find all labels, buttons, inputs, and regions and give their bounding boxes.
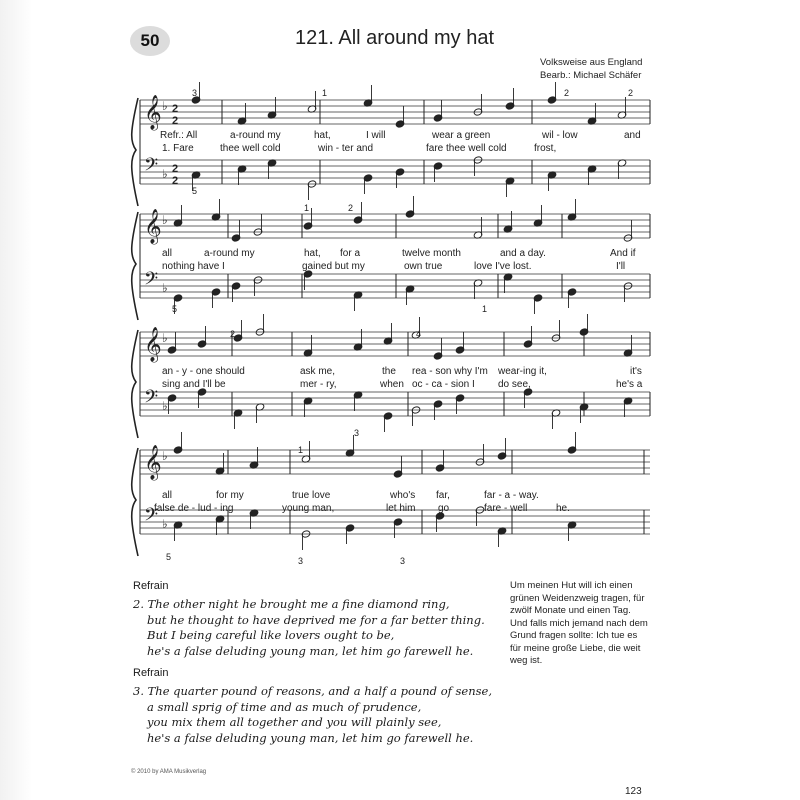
- fingering: 1: [298, 445, 304, 455]
- flat-icon: ♭: [162, 517, 168, 531]
- verses-block: [133, 576, 493, 746]
- verse-line: a small sprig of time and as much of prudence,: [147, 699, 422, 714]
- verse-line: he's a false deluding young man, let him go farewell he.: [147, 643, 474, 658]
- lyric: for my: [216, 490, 244, 501]
- lyric: young man,: [282, 503, 335, 514]
- lyric: I will: [366, 130, 386, 141]
- lyric: ask me,: [300, 366, 336, 377]
- music-system-3: [132, 324, 652, 438]
- lyric: the: [382, 366, 396, 377]
- lyric: mer - ry,: [300, 379, 337, 390]
- fingering: 2: [628, 88, 634, 98]
- time-signature: 2: [172, 163, 179, 175]
- lyric: wear-ing it,: [498, 366, 547, 377]
- brace: [132, 330, 138, 438]
- lyric: far - a - way.: [484, 490, 539, 501]
- time-signature: 2: [172, 175, 179, 187]
- page-number: 123: [625, 786, 642, 797]
- fingering: 2: [230, 329, 236, 339]
- lyric: fare - well: [484, 503, 528, 514]
- verse-line: But I being careful like lovers ought to be,: [147, 628, 395, 642]
- verse-line: he's a false deluding young man, let him go farewell he.: [147, 730, 474, 745]
- lyric: sing and I'll be: [162, 379, 226, 390]
- lyric: hat,: [314, 130, 331, 141]
- lyric: he's a: [616, 379, 643, 390]
- bass-clef-icon: 𝄢: [144, 387, 159, 412]
- brace: [132, 448, 138, 556]
- bass-clef-icon: 𝄢: [144, 505, 159, 530]
- copyright-notice: © 2010 by AMA Musikverlag: [131, 769, 207, 775]
- fingering: 3: [354, 428, 360, 438]
- lyric: love I've lost.: [474, 261, 532, 272]
- song-arranger: Bearb.: Michael Schäfer: [540, 70, 642, 81]
- lyric: let him: [386, 503, 416, 514]
- flat-icon: ♭: [162, 331, 168, 345]
- staff-notation: [132, 92, 652, 202]
- lyric: for a: [340, 248, 361, 259]
- lyric: rea - son why I'm: [412, 366, 488, 377]
- lyric: go: [438, 503, 450, 514]
- song-title: 121. All around my hat: [295, 27, 495, 49]
- fingering: 2: [564, 88, 570, 98]
- lyric: he.: [556, 503, 570, 514]
- lyric: all: [162, 248, 173, 259]
- fingering: 5: [166, 552, 172, 562]
- lyric: win - ter and: [318, 143, 374, 154]
- song-credits: [540, 56, 642, 82]
- fingering: 4: [416, 329, 422, 339]
- flat-icon: ♭: [162, 99, 168, 113]
- music-system-2: [132, 203, 652, 316]
- lyric: wear a green: [432, 130, 491, 141]
- fingering: 1: [482, 304, 488, 314]
- lyric: it's: [630, 366, 642, 377]
- lyric: true love: [292, 490, 331, 501]
- lyric: nothing have I: [162, 261, 225, 272]
- lyric: and a day.: [500, 248, 546, 259]
- lyric: hat,: [304, 248, 321, 259]
- lyric: gained but my: [302, 261, 365, 272]
- flat-icon: ♭: [162, 213, 168, 227]
- time-signature: 2: [172, 115, 179, 127]
- lyric: all: [162, 490, 173, 501]
- lyric: an - y - one should: [162, 366, 245, 377]
- german-translation: Um meinen Hut will ich einen grünen Weidenzweig tragen, für zwölf Monate und einen Tag. Und falls mich jemand nach dem Grund fragen sollte: Ich tue es für meine große Liebe, die weit weg ist.: [510, 580, 648, 666]
- treble-clef-icon: 𝄞: [144, 445, 162, 480]
- verse-line: you mix them all together and you will plainly see,: [147, 715, 442, 729]
- flat-icon: ♭: [162, 399, 168, 413]
- lyric: 1. Fare: [162, 143, 194, 154]
- lyric: a-round my: [204, 248, 255, 259]
- lyric: wil - low: [542, 130, 578, 141]
- lyric: false de - lud - ing: [154, 503, 234, 514]
- lyric: twelve month: [402, 248, 461, 259]
- lyric: who's: [390, 490, 416, 501]
- brace: [132, 212, 138, 320]
- treble-clef-icon: 𝄞: [144, 327, 162, 362]
- lyric: far,: [436, 490, 450, 501]
- fingering: 3: [298, 556, 304, 566]
- page-badge: 50: [130, 26, 170, 56]
- lyric: I'll: [616, 261, 626, 272]
- lyric: own true: [404, 261, 443, 272]
- lyric: and: [624, 130, 641, 141]
- fingering: 1: [322, 88, 328, 98]
- fingering: 3: [192, 88, 198, 98]
- bass-clef-icon: 𝄢: [144, 269, 159, 294]
- refrain-label: Refrain: [133, 667, 169, 679]
- lyric: when: [380, 379, 404, 390]
- fingering: 5: [172, 304, 178, 314]
- lyric: thee well cold: [220, 143, 281, 154]
- lyric: And if: [610, 248, 636, 259]
- fingering: 5: [192, 186, 198, 196]
- refrain-label: Refrain: [133, 580, 169, 592]
- lyric: a-round my: [230, 130, 281, 141]
- flat-icon: ♭: [162, 281, 168, 295]
- fingering: 2: [348, 203, 354, 213]
- lyric: do see,: [498, 379, 531, 390]
- song-origin: Volksweise aus England: [540, 57, 643, 68]
- flat-icon: ♭: [162, 449, 168, 463]
- bass-clef-icon: 𝄢: [144, 155, 159, 180]
- music-system-1: [132, 88, 652, 202]
- verse-line: 3. The quarter pound of reasons, and a half a pound of sense,: [133, 684, 493, 698]
- fingering: 1: [304, 203, 310, 213]
- treble-clef-icon: 𝄞: [144, 209, 162, 244]
- verse-line: 2. The other night he brought me a fine diamond ring,: [133, 597, 450, 611]
- brace: [132, 98, 138, 206]
- flat-icon: ♭: [162, 167, 168, 181]
- lyric: Refr.: All: [160, 130, 198, 141]
- fingering: 3: [400, 556, 406, 566]
- music-system-4: [132, 442, 652, 566]
- lyric: frost,: [534, 143, 557, 154]
- verse-line: but he thought to have deprived me for a far better thing.: [147, 612, 485, 627]
- lyric: oc - ca - sion I: [412, 379, 475, 390]
- treble-clef-icon: 𝄞: [144, 95, 162, 130]
- time-signature: 2: [172, 103, 179, 115]
- lyric: fare thee well cold: [426, 143, 507, 154]
